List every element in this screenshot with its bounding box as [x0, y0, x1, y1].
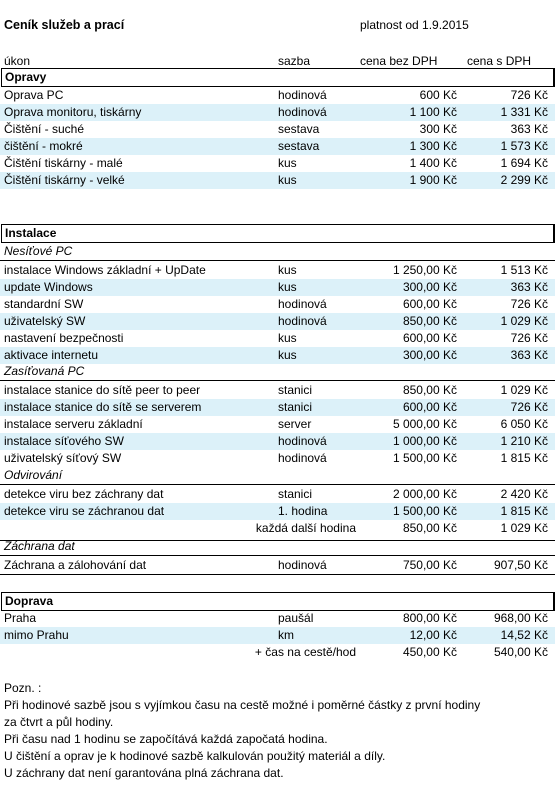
cell-ukon: Praha	[4, 611, 37, 625]
cell-price-bez-dph: 1 500,00 Kč	[392, 504, 457, 518]
cell-ukon: čištění - mokré	[4, 139, 83, 153]
cell-sazba: každá další hodina	[255, 521, 356, 535]
divider	[0, 540, 555, 541]
section-title: Opravy	[5, 70, 47, 84]
cell-sazba: stanici	[278, 487, 313, 501]
cell-ukon: nastavení bezpečnosti	[4, 331, 124, 345]
cell-ukon: instalace Windows základní + UpDate	[4, 263, 206, 277]
cell-sazba: kus	[278, 263, 297, 277]
cell-price-bez-dph: 1 400 Kč	[409, 156, 457, 170]
cell-ukon: instalace serveru základní	[4, 417, 143, 431]
cell-sazba: sestava	[278, 139, 320, 153]
section-opravy	[1, 68, 555, 87]
table-row	[0, 399, 555, 416]
table-row	[0, 87, 555, 104]
cell-sazba: hodinová	[278, 88, 327, 102]
cell-price-s-dph: 363 Kč	[510, 280, 548, 294]
notes	[4, 680, 544, 782]
table-row	[0, 503, 555, 520]
subsection-zasitovana-pc: Zasíťovaná PC	[4, 364, 85, 378]
cell-sazba: km	[278, 628, 294, 642]
cell-price-bez-dph: 800,00 Kč	[402, 611, 457, 625]
note-line: U záchrany dat není garantována plná záchrana dat.	[4, 766, 284, 780]
table-row	[0, 104, 555, 121]
cell-ukon: instalace stanice do sítě peer to peer	[4, 383, 201, 397]
divider	[0, 260, 555, 261]
section-title: Doprava	[5, 594, 54, 608]
cell-price-bez-dph: 5 000,00 Kč	[392, 417, 457, 431]
cell-sazba: kus	[278, 280, 297, 294]
cell-price-bez-dph: 12,00 Kč	[409, 628, 457, 642]
cell-sazba: hodinová	[278, 434, 327, 448]
cell-sazba: kus	[278, 348, 297, 362]
cell-price-s-dph: 1 573 Kč	[500, 139, 548, 153]
cell-ukon: uživatelský SW	[4, 314, 86, 328]
cell-sazba: hodinová	[278, 558, 327, 572]
cell-price-s-dph: 726 Kč	[510, 331, 548, 345]
table-row	[0, 347, 555, 364]
cell-sazba: + čas na cestě/hod	[254, 645, 356, 659]
table-row	[0, 610, 555, 627]
cell-price-bez-dph: 600,00 Kč	[402, 400, 457, 414]
cell-sazba: sestava	[278, 122, 320, 136]
cell-price-bez-dph: 850,00 Kč	[402, 314, 457, 328]
table-row	[0, 313, 555, 330]
table-row	[0, 382, 555, 399]
cell-price-s-dph: 1 815 Kč	[500, 451, 548, 465]
cell-ukon: Oprava monitoru, tiskárny	[4, 105, 142, 119]
divider	[0, 574, 555, 575]
subsection-nesitove-pc: Nesíťové PC	[4, 244, 73, 258]
cell-price-bez-dph: 600,00 Kč	[402, 297, 457, 311]
table-row	[0, 450, 555, 467]
section-doprava	[1, 592, 555, 611]
cell-sazba: paušál	[278, 611, 314, 625]
cell-price-s-dph: 907,50 Kč	[493, 558, 548, 572]
table-row	[0, 155, 555, 172]
cell-price-bez-dph: 1 900 Kč	[409, 173, 457, 187]
table-row	[0, 330, 555, 347]
table-row	[0, 121, 555, 138]
cell-sazba: hodinová	[278, 314, 327, 328]
table-row	[0, 557, 555, 574]
cell-sazba: stanici	[278, 383, 313, 397]
cell-sazba: stanici	[278, 400, 313, 414]
cell-price-s-dph: 1 210 Kč	[500, 434, 548, 448]
cell-ukon: Čištění tiskárny - velké	[4, 173, 125, 187]
cell-price-bez-dph: 600 Kč	[419, 88, 457, 102]
cell-ukon: instalace síťového SW	[4, 434, 124, 448]
cell-price-bez-dph: 1 100 Kč	[409, 105, 457, 119]
cell-price-bez-dph: 1 300 Kč	[409, 139, 457, 153]
cell-price-bez-dph: 750,00 Kč	[402, 558, 457, 572]
cell-price-s-dph: 1 815 Kč	[500, 504, 548, 518]
table-row	[0, 296, 555, 313]
cell-price-s-dph: 968,00 Kč	[493, 611, 548, 625]
cell-price-bez-dph: 600,00 Kč	[402, 331, 457, 345]
cell-price-bez-dph: 300,00 Kč	[402, 280, 457, 294]
column-header-bez-dph: cena bez DPH	[360, 54, 438, 68]
cell-ukon: Čištění tiskárny - malé	[4, 156, 123, 170]
cell-price-bez-dph: 300,00 Kč	[402, 348, 457, 362]
note-line: U čištění a oprav je k hodinové sazbě kalkulován použitý materiál a díly.	[4, 749, 386, 763]
page-title: Ceník služeb a prací	[4, 18, 125, 32]
cell-price-bez-dph: 1 000,00 Kč	[392, 434, 457, 448]
column-header-s-dph: cena s DPH	[467, 54, 532, 68]
subsection-odvirovani: Odvirování	[4, 468, 63, 482]
table-row	[0, 172, 555, 189]
cell-ukon: detekce viru bez záchrany dat	[4, 487, 164, 501]
cell-sazba: 1. hodina	[278, 504, 328, 518]
divider	[0, 380, 555, 381]
cell-ukon: uživatelský síťový SW	[4, 451, 122, 465]
cell-price-s-dph: 726 Kč	[510, 400, 548, 414]
cell-sazba: kus	[278, 173, 297, 187]
cell-ukon: Záchrana a zálohování dat	[4, 558, 147, 572]
cell-price-s-dph: 1 331 Kč	[500, 105, 548, 119]
table-row	[0, 433, 555, 450]
cell-price-s-dph: 1 029 Kč	[500, 521, 548, 535]
cell-ukon: Oprava PC	[4, 88, 64, 102]
cell-price-bez-dph: 1 250,00 Kč	[392, 263, 457, 277]
column-header-ukon: úkon	[4, 54, 31, 68]
note-line: za čtvrt a půl hodiny.	[4, 715, 114, 729]
validity-date: platnost od 1.9.2015	[360, 18, 469, 32]
cell-price-s-dph: 2 299 Kč	[500, 173, 548, 187]
section-title: Instalace	[5, 226, 57, 240]
section-instalace	[1, 224, 555, 243]
cell-price-s-dph: 6 050 Kč	[500, 417, 548, 431]
cell-price-s-dph: 726 Kč	[510, 88, 548, 102]
table-row	[0, 644, 555, 661]
cell-ukon: mimo Prahu	[4, 628, 69, 642]
divider	[0, 484, 555, 485]
cell-price-s-dph: 363 Kč	[510, 122, 548, 136]
cell-price-s-dph: 1 694 Kč	[500, 156, 548, 170]
cell-ukon: instalace stanice do sítě se serverem	[4, 400, 202, 414]
cell-price-bez-dph: 2 000,00 Kč	[392, 487, 457, 501]
cell-price-bez-dph: 300 Kč	[419, 122, 457, 136]
cell-sazba: hodinová	[278, 451, 327, 465]
cell-sazba: kus	[278, 156, 297, 170]
cell-ukon: standardní SW	[4, 297, 84, 311]
cell-price-s-dph: 540,00 Kč	[493, 645, 548, 659]
column-header-sazba: sazba	[278, 54, 311, 68]
cell-ukon: aktivace internetu	[4, 348, 99, 362]
table-row	[0, 138, 555, 155]
table-row	[0, 279, 555, 296]
cell-price-s-dph: 726 Kč	[510, 297, 548, 311]
cell-price-s-dph: 1 513 Kč	[500, 263, 548, 277]
cell-sazba: server	[278, 417, 312, 431]
divider	[0, 555, 555, 556]
cell-sazba: kus	[278, 331, 297, 345]
table-row	[0, 520, 555, 537]
subsection-zachrana-dat: Záchrana dat	[4, 539, 75, 553]
table-row	[0, 262, 555, 279]
cell-price-s-dph: 363 Kč	[510, 348, 548, 362]
cell-ukon: detekce viru se záchranou dat	[4, 504, 165, 518]
note-line: Při hodinové sazbě jsou s vyjímkou času na cestě možné i poměrné částky z první hodiny	[4, 698, 481, 712]
cell-sazba: hodinová	[278, 297, 327, 311]
table-row	[0, 627, 555, 644]
cell-price-bez-dph: 450,00 Kč	[402, 645, 457, 659]
cell-ukon: Čištění - suché	[4, 122, 85, 136]
cell-price-s-dph: 1 029 Kč	[500, 383, 548, 397]
cell-price-s-dph: 1 029 Kč	[500, 314, 548, 328]
cell-price-bez-dph: 850,00 Kč	[402, 383, 457, 397]
table-row	[0, 416, 555, 433]
table-row	[0, 486, 555, 503]
cell-sazba: hodinová	[278, 105, 327, 119]
cell-price-s-dph: 2 420 Kč	[500, 487, 548, 501]
note-line: Při času nad 1 hodinu se započítává každá započatá hodina.	[4, 732, 328, 746]
cell-ukon: update Windows	[4, 280, 93, 294]
cell-price-s-dph: 14,52 Kč	[500, 628, 548, 642]
cell-price-bez-dph: 1 500,00 Kč	[392, 451, 457, 465]
cell-price-bez-dph: 850,00 Kč	[402, 521, 457, 535]
note-line: Pozn. :	[4, 681, 42, 695]
